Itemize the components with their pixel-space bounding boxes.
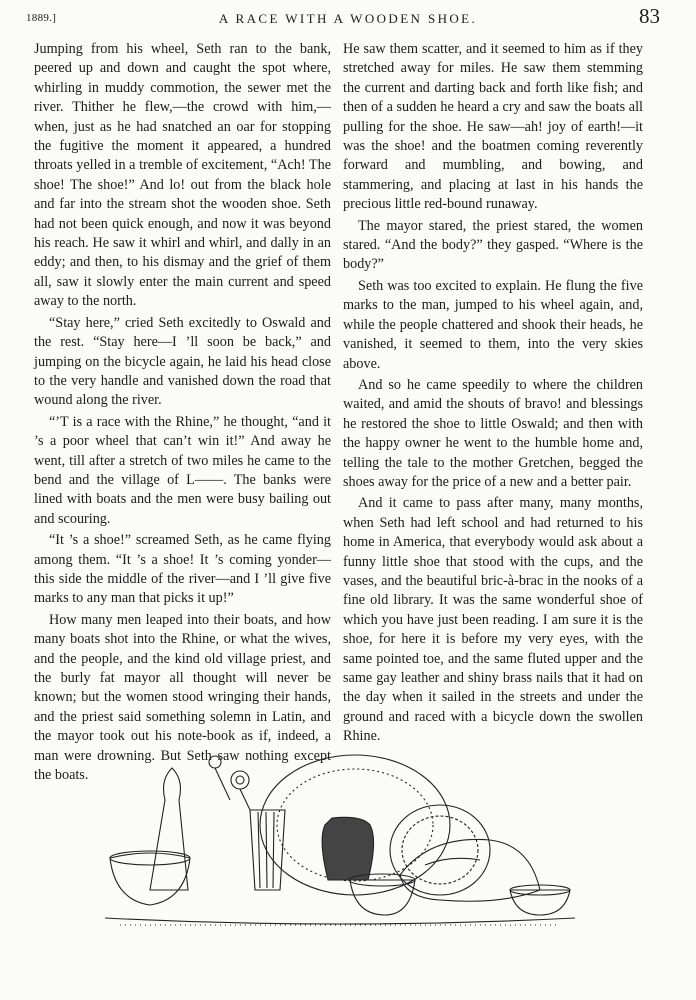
paragraph: The mayor stared, the priest stared, the women stared. “And the body?” they gasped. “Where is the body?” xyxy=(343,217,643,273)
dark-jug xyxy=(322,817,373,880)
paragraph: Seth was too excited to explain. He flung the five marks to the man, jumped to his wheel again, and, while the people chattered and shook their heads, he vanished, it seemed to them, into the very skies above. xyxy=(343,277,643,372)
header-date: 1889.] xyxy=(26,12,57,24)
paragraph: How many men leaped into their boats, and how many boats shot into the Rhine, or what the wives, and the people, and the kind old village priest, and the burly fat mayor all thought will never be known; but the women stood wringing their hands, and the priest said something solemn in Latin, and the mayor took out his note-book as if, indeed, a man were drowning. But Seth saw nothing except the boats. xyxy=(34,611,331,784)
paragraph: And so he came speedily to where the children waited, and amid the shouts of bravo! and blessings he restored the shoe to little Oswald; and then with the happy owner he went to the humble home and, telling the tale to the mother Gretchen, begged the shoes away for the price of a new and a better pair. xyxy=(343,376,643,490)
paragraph: “Stay here,” cried Seth excitedly to Oswald and the rest. “Stay here—I ’ll soon be back,” and jumping on the bicycle again, he laid his head close to the very handle and vanished down the road that wound along the river. xyxy=(34,314,331,409)
left-column xyxy=(34,40,331,785)
cup xyxy=(350,880,415,915)
paragraph: And it came to pass after many, many months, when Seth had left school and had returned to his home in America, that everybody would ask about a funny little shoe that stood with the cups, and the vases, and the beautiful bric-à-brac in the nooks of a fine old library. It was the same wonderful shoe of which you have just been reading. I am sure it is the shoe, for here it is before my very eyes, with the same pointed toe, and the same fluted upper and the same gay leather and shiny brass nails that it had on the day when it sailed in the streets and under the ground and raced with a bicycle down the swollen Rhine. xyxy=(343,495,643,745)
paragraph: He saw them scatter, and it seemed to him as if they stretched away for miles. He saw them stemming the current and darting back and forth like fish; and then of a sudden he heard a cry and saw the boats all pulling for the shoe. He saw—ah! joy of earth!—it was the shoe! and the boatmen coming reverently forward and mumbling, and bowing, and stammering, and placing at last in his hands the precious little red-bound runaway. xyxy=(343,41,643,213)
paragraph: “It ’s a shoe!” screamed Seth, as he came flying among them. “It ’s a shoe! It ’s coming yonder—this side the middle of the river—and I ’ll give five marks to any man that picks it up!” xyxy=(34,532,331,607)
small-plate xyxy=(390,805,490,895)
still-life-illustration xyxy=(100,740,580,930)
page-number: 83 xyxy=(639,4,660,28)
flower xyxy=(231,771,249,789)
fluted-glass xyxy=(250,810,285,890)
paragraph: “’T is a race with the Rhine,” he thought, “and it ’s a poor wheel that can’t win it!” And away he went, till after a stretch of two miles he came to the bend and the village of L——. The banks were lined with boats and the men were busy bailing out and scouring. xyxy=(34,413,331,527)
header-title: A RACE WITH A WOODEN SHOE. xyxy=(218,11,478,26)
right-column xyxy=(343,40,643,747)
paragraph: Jumping from his wheel, Seth ran to the bank, peered up and down and caught the spot where, whirling in muddy commotion, the sewer met the river. Thither he flew,—the crowd with him,—when, just as he had snatched an oar for stopping the fugitive the moment it appeared, a hundred throats yelled in a tremble of excitement, “Ach! The shoe! The shoe!” And lo! out from the black hole and far into the stream shot the wooden shoe. Seth had not been quick enough, and now it was beyond his reach. He saw it whirl and whirl, and dally in an eddy; and then, to his dismay and the grief of them all, saw it slowly enter the main current and speed away to the north. xyxy=(34,41,331,310)
bowl xyxy=(110,853,190,905)
tall-bottle xyxy=(150,768,188,890)
